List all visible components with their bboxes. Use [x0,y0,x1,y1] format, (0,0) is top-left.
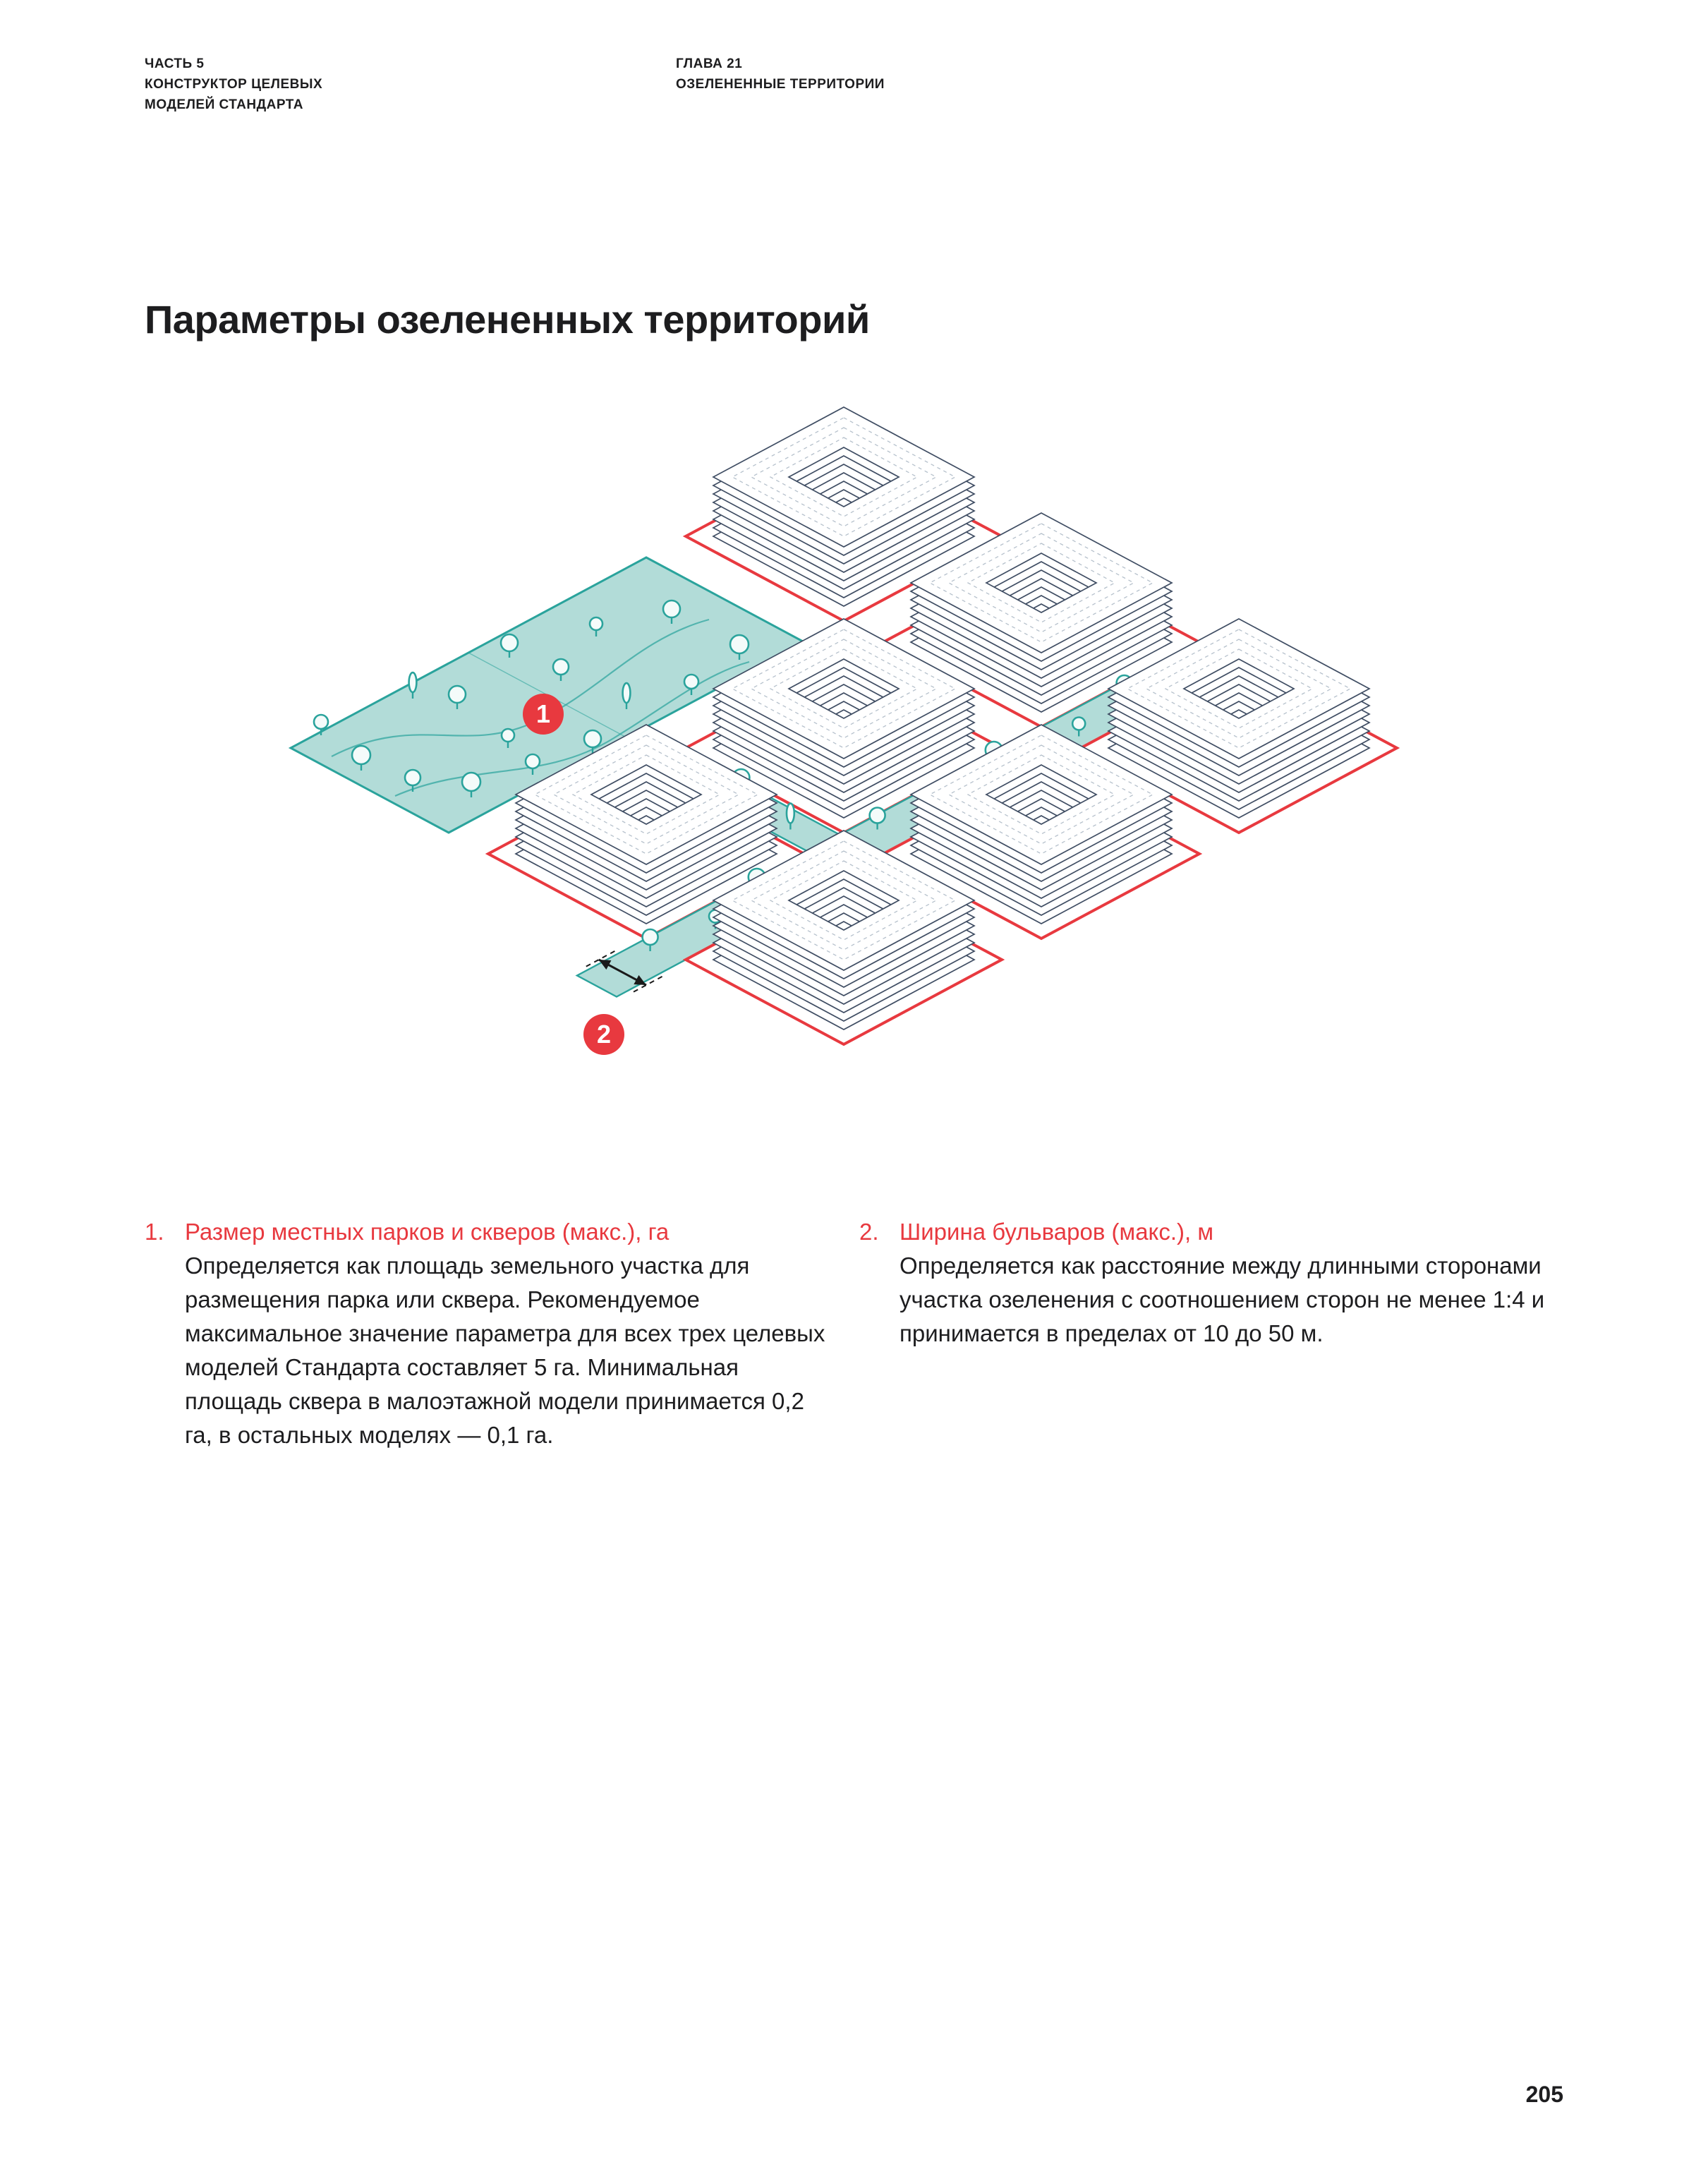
tree-icon [409,672,417,692]
tree-icon [462,773,480,791]
tree-icon [870,808,885,823]
tree-icon [590,617,602,630]
page-title: Параметры озелененных территорий [145,296,870,342]
header-chapter-line-1: ГЛАВА 21 [676,56,743,71]
tree-icon [643,929,658,945]
legend-item-2-body: Определяется как расстояние между длинными сторонами участка озеленения с соотношением сторон не менее 1:4 и принимается в пределах от 10 до 50 м. [900,1252,1545,1346]
header-part-line-1: ЧАСТЬ 5 [145,56,205,71]
tree-icon [449,686,466,703]
tree-icon [501,634,518,651]
tree-icon [623,683,631,703]
tree-icon [526,754,540,768]
header-part-line-3: МОДЕЛЕЙ СТАНДАРТА [145,97,303,112]
tree-icon [553,659,569,675]
page-number: 205 [1525,2082,1563,2107]
tree-icon [502,729,514,742]
legend-item-2-number: 2. [859,1219,879,1245]
legend-item-1 [145,1215,825,1452]
tree-icon [787,804,794,823]
marker-1 [523,694,564,735]
tree-icon [684,675,698,689]
legend-item-1-number: 1. [145,1219,164,1245]
legend-item-1-heading: Размер местных парков и скверов (макс.), га [185,1219,670,1245]
legend-item-2-heading: Ширина бульваров (макс.), м [900,1219,1214,1245]
header-part-line-2: КОНСТРУКТОР ЦЕЛЕВЫХ [145,77,323,92]
legend-item-2-text [900,1215,1565,1351]
marker-1-label: 1 [535,699,551,728]
legend-item-2 [859,1215,1565,1351]
legend-item-1-body: Определяется как площадь земельного участка для размещения парка или сквера. Рекомендуемое максимальное значение параметра для всех трех целевых моделей Стандарта составляет 5 га. Минимальная площадь сквера в малоэтажной модели принимается 0,2 га, в остальных моделях — 0,1 га. [185,1252,825,1448]
tree-icon [730,635,749,653]
header-chapter-line-2: ОЗЕЛЕНЕННЫЕ ТЕРРИТОРИИ [676,77,885,92]
marker-2 [583,1014,624,1055]
marker-2-label: 2 [596,1020,612,1049]
tree-icon [1072,718,1085,730]
tree-icon [352,746,370,764]
tree-icon [584,730,601,747]
tree-icon [314,715,328,729]
legend-item-1-text [185,1215,825,1452]
tree-icon [405,770,420,785]
tree-icon [663,600,680,617]
